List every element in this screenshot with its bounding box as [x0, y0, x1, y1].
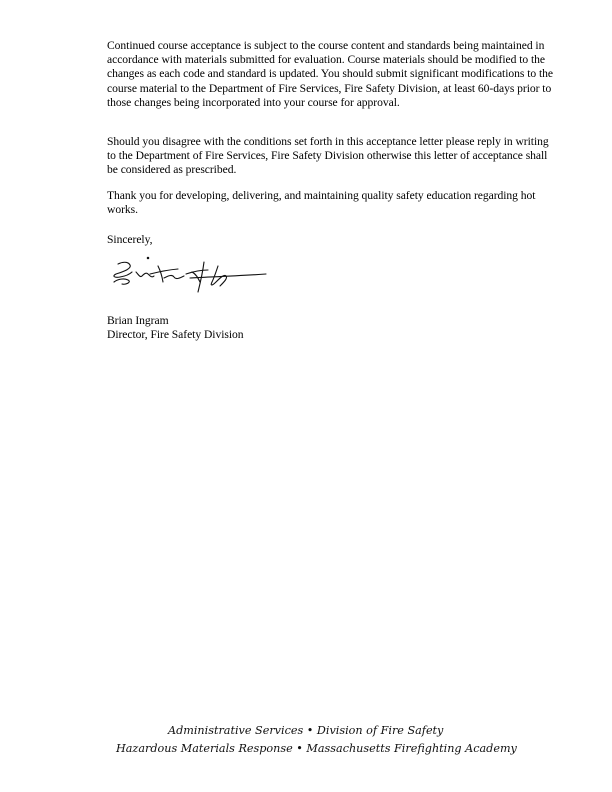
paragraph-disagreement: Should you disagree with the conditions set forth in this acceptance letter please reply in writing to the Department of Fire Services, Fire Safety Division otherwise this letter of acceptance shall be considered as prescribed. — [107, 135, 549, 177]
footer-line-divisions: Administrative Services • Division of Fire Safety — [168, 724, 444, 737]
handwritten-signature — [108, 252, 270, 302]
footer-line-programs: Hazardous Materials Response • Massachusetts Firefighting Academy — [116, 742, 517, 755]
closing-salutation: Sincerely, — [107, 233, 153, 246]
paragraph-course-acceptance: Continued course acceptance is subject to the course content and standards being maintained in accordance with materials submitted for evaluation. Course materials should be modified to the changes as each code and standard is updated. You should submit significant modifications to the course material to the Department of Fire Services, Fire Safety Division, at least 60-days prior to those changes being incorporated into your course for approval. — [107, 39, 553, 109]
paragraph-thank-you: Thank you for developing, delivering, and maintaining quality safety education regarding hot works. — [107, 189, 536, 217]
signer-name: Brian Ingram — [107, 314, 169, 327]
signer-title: Director, Fire Safety Division — [107, 328, 244, 341]
